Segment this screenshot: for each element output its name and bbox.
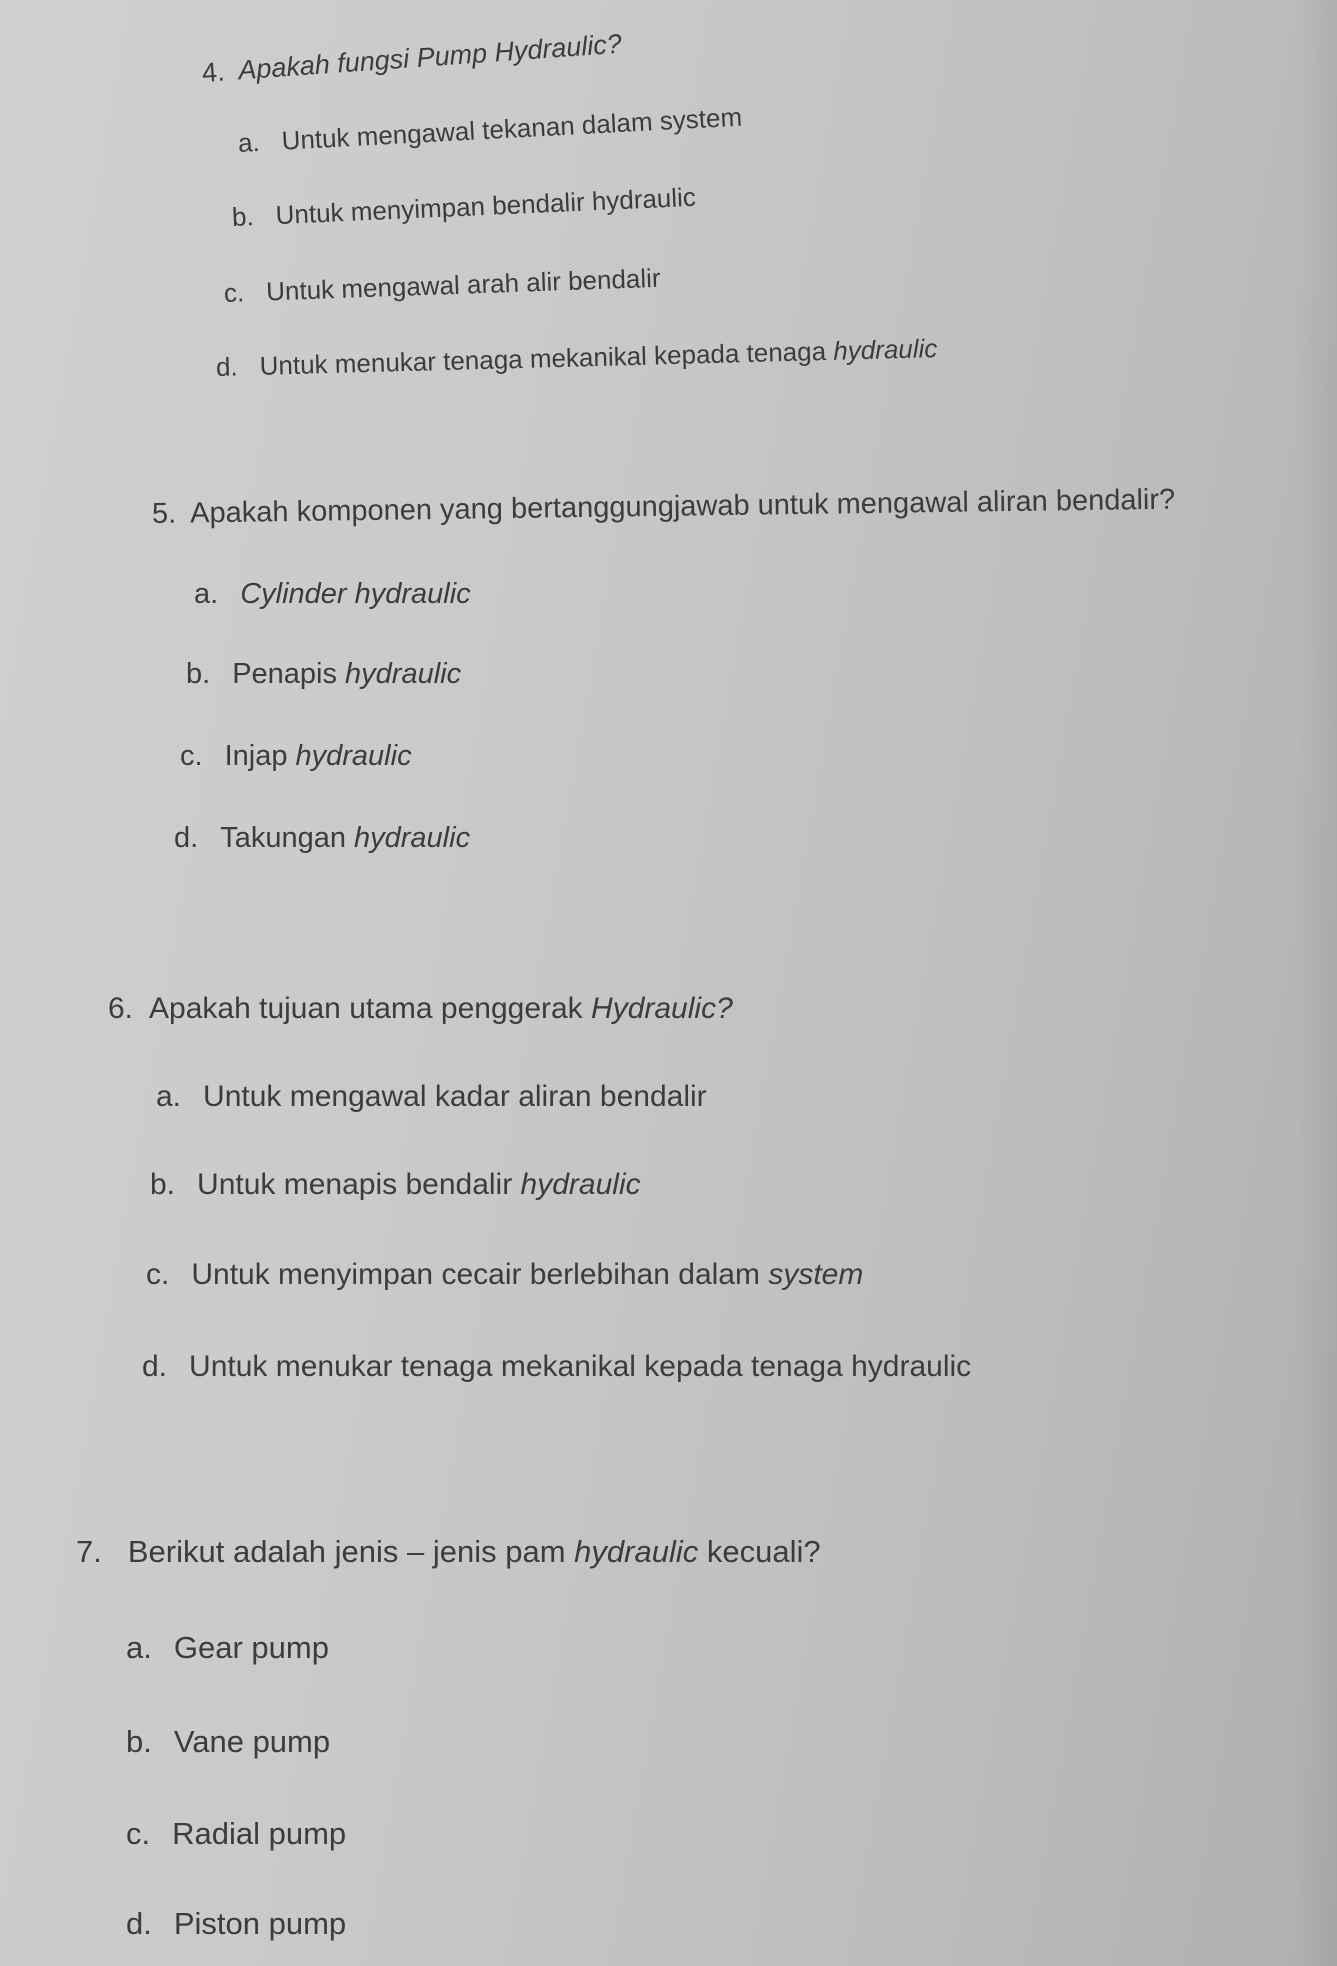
option-6b	[150, 1168, 641, 1202]
option-label: a.	[194, 578, 219, 610]
option-label: d.	[142, 1350, 168, 1383]
question-text-italic: hydraulic	[574, 1534, 699, 1569]
question-text: Apakah fungsi Pump Hydraulic?	[237, 28, 623, 86]
option-6d	[142, 1350, 971, 1384]
option-label: b.	[126, 1724, 152, 1759]
option-text: Untuk mengawal kadar aliran bendalir	[203, 1080, 707, 1113]
option-text: Untuk menyimpan bendalir hydraulic	[274, 181, 697, 231]
option-5a	[194, 578, 471, 611]
option-text-italic: Cylinder hydraulic	[240, 578, 471, 610]
option-text: Gear pump	[173, 1630, 329, 1665]
option-text-italic: hydraulic	[295, 740, 412, 772]
option-7c	[126, 1816, 346, 1852]
option-label: d.	[126, 1906, 152, 1941]
question-5	[152, 484, 1176, 531]
option-label: c.	[146, 1258, 170, 1291]
question-7	[76, 1534, 821, 1570]
option-4c	[223, 263, 661, 309]
option-text: Takungan	[220, 822, 355, 854]
option-label: c.	[180, 740, 203, 772]
option-6a	[156, 1080, 707, 1114]
option-text: Untuk menapis bendalir	[197, 1168, 521, 1201]
option-label: a.	[156, 1080, 182, 1113]
question-number: 4.	[200, 56, 226, 88]
option-text: Penapis	[232, 658, 346, 690]
question-number: 6.	[108, 992, 134, 1025]
question-text: Berikut adalah jenis – jenis pam	[127, 1534, 575, 1569]
option-6c	[146, 1258, 863, 1292]
option-label: d.	[174, 822, 199, 854]
option-text: Untuk menukar tenaga mekanikal kepada tenaga	[259, 335, 834, 381]
question-number: 7.	[76, 1534, 102, 1569]
option-text-italic: hydraulic	[354, 822, 471, 854]
option-7a	[126, 1630, 329, 1666]
option-text: Injap	[224, 740, 296, 772]
option-text: Untuk menyimpan cecair berlebihan dalam	[191, 1258, 769, 1291]
option-4b	[231, 182, 696, 233]
option-text-italic: hydraulic	[345, 658, 462, 690]
option-text-italic: system	[768, 1258, 864, 1291]
question-4	[201, 29, 623, 89]
page-edge-shadow	[1297, 0, 1337, 1966]
option-text-italic: hydraulic	[520, 1168, 641, 1201]
option-text: Untuk mengawal tekanan dalam system	[280, 101, 743, 156]
option-label: a.	[237, 126, 261, 158]
option-label: c.	[126, 1816, 151, 1851]
question-text-italic: Hydraulic?	[591, 992, 733, 1025]
question-text: Apakah tujuan utama penggerak	[149, 992, 592, 1025]
option-text: Vane pump	[173, 1724, 331, 1759]
option-text: Untuk mengawal arah alir bendalir	[265, 262, 662, 307]
option-label: b.	[150, 1168, 176, 1201]
option-text-italic: hydraulic	[832, 333, 938, 366]
option-label: c.	[223, 277, 245, 308]
option-4d	[216, 333, 938, 383]
question-text-end: kecuali?	[698, 1534, 821, 1569]
option-label: a.	[126, 1630, 152, 1665]
option-7b	[126, 1724, 330, 1760]
option-label: b.	[231, 201, 255, 232]
option-7d	[126, 1906, 346, 1942]
question-6	[108, 992, 733, 1026]
option-text: Untuk menukar tenaga mekanikal kepada tenaga hydraulic	[189, 1350, 972, 1383]
option-5d	[174, 822, 470, 855]
option-text: Piston pump	[173, 1906, 347, 1941]
option-4a	[237, 102, 743, 159]
option-text: Radial pump	[172, 1816, 347, 1851]
option-label: b.	[186, 658, 211, 690]
option-5c	[180, 740, 412, 773]
question-text: Apakah komponen yang bertanggungjawab untuk mengawal aliran bendalir?	[189, 483, 1176, 530]
option-5b	[186, 658, 461, 691]
question-number: 5.	[151, 497, 177, 530]
option-label: d.	[215, 351, 239, 382]
